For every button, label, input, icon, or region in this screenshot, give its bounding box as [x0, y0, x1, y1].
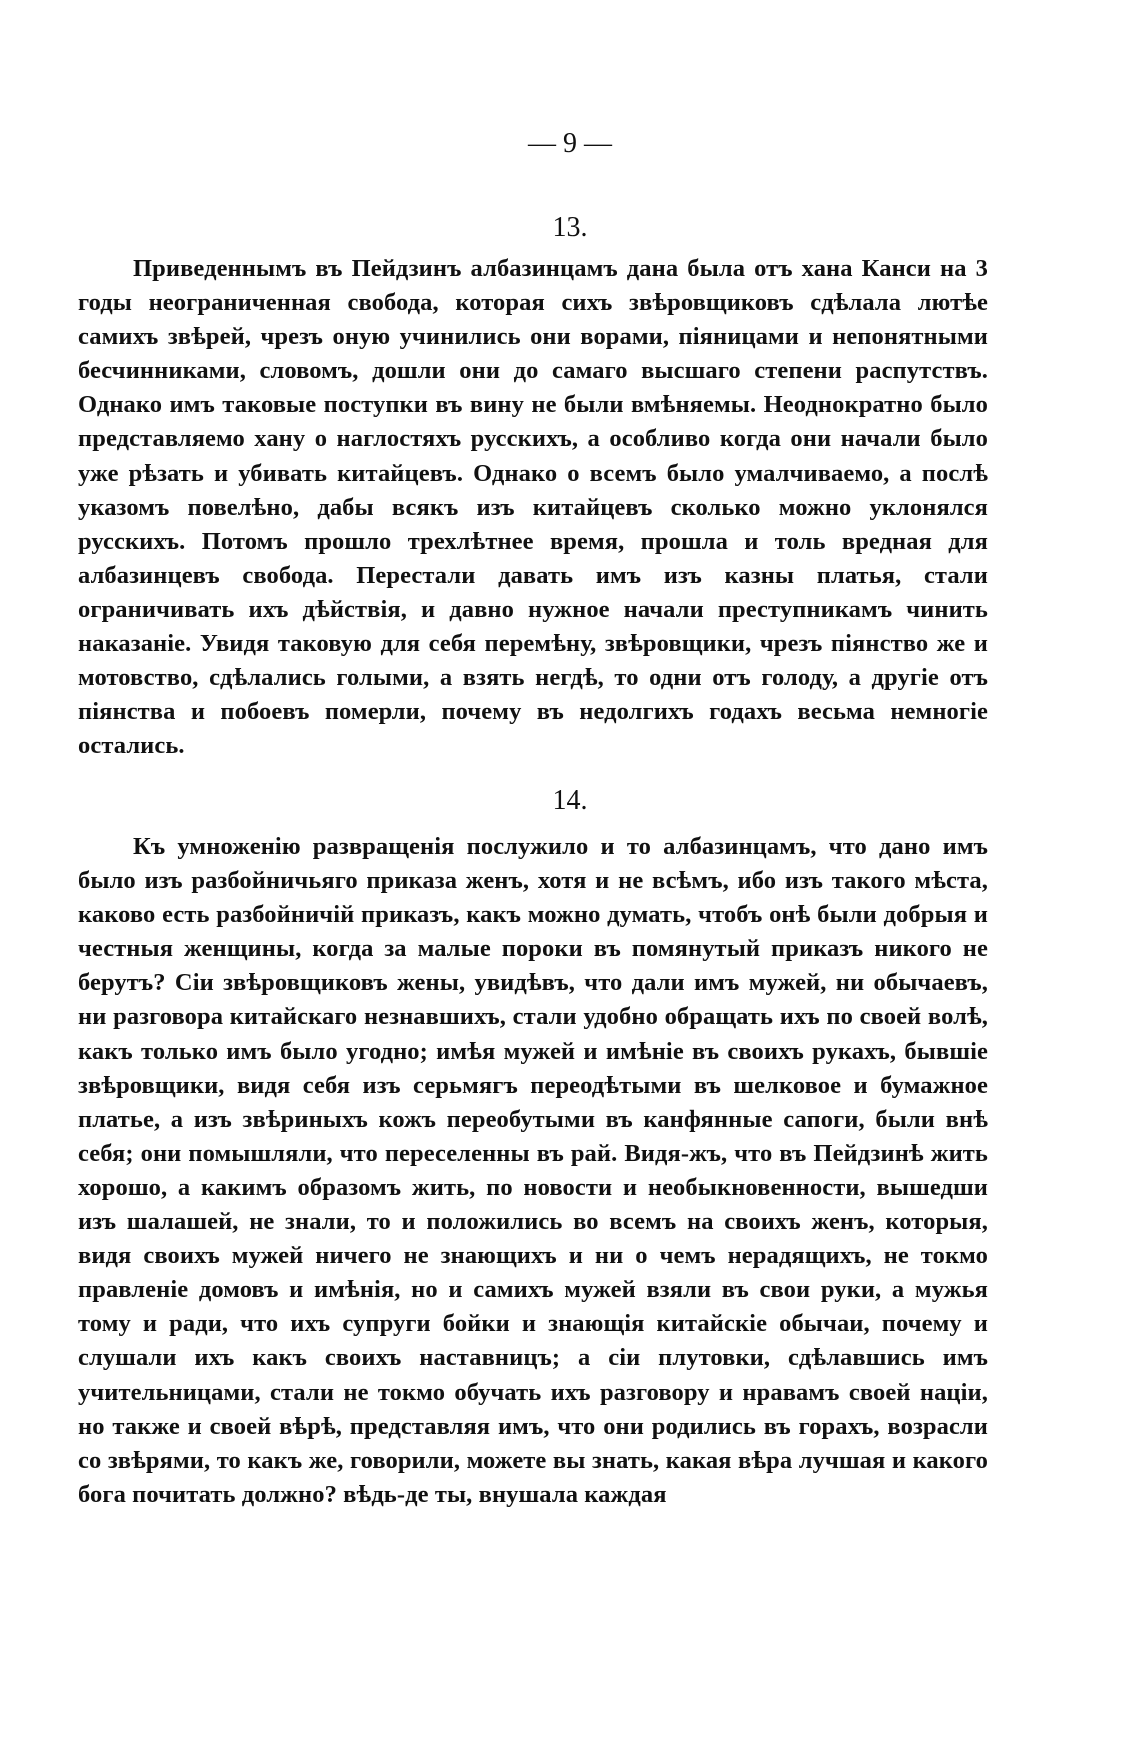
page-number: — 9 —: [528, 128, 612, 159]
section-heading-13: 13.: [552, 212, 588, 243]
section-heading-14: 14.: [552, 785, 588, 816]
section-paragraph-13: Приведеннымъ въ Пейдзинъ албазинцамъ дана была отъ хана Канси на 3 годы неограниченная свобода, которая сихъ звѣровщиковъ сдѣлала лютѣе самихъ звѣрей, чрезъ оную учинились они ворами, піяницами и непонятными бесчинниками, словомъ, дошли они до самаго высшаго степени распутствъ. Однако имъ таковые поступки въ вину не были вмѣняемы. Неоднократно было представляемо хану о наглостяхъ русскихъ, а особливо когда они начали было уже рѣзать и убивать китайцевъ. Однако о всемъ было умалчиваемо, а послѣ указомъ повелѣно, дабы всякъ изъ китайцевъ сколько можно уклонялся русскихъ. Потомъ прошло трехлѣтнее время, прошла и толь вредная для албазинцевъ свобода. Перестали давать имъ изъ казны платья, стали ограничивать ихъ дѣйствія, и давно нужное начали преступникамъ чинить наказаніе. Увидя таковую для себя перемѣну, звѣровщики, чрезъ піянство же и мотовство, сдѣлались голыми, а взять негдѣ, то одни отъ голоду, а другіе отъ піянства и побоевъ померли, почему въ недолгихъ годахъ весьма немногіе остались.: [78, 255, 988, 760]
section-paragraph-14: Къ умноженію развращенія послужило и то албазинцамъ, что дано имъ было изъ разбойничьяго приказа женъ, хотя и не всѣмъ, ибо изъ такого мѣста, каково есть разбойничій приказъ, какъ можно думать, чтобъ онѣ были добрыя и честныя женщины, когда за малые пороки въ помянутый приказъ никого не берутъ? Сіи звѣровщиковъ жены, увидѣвъ, что дали имъ мужей, ни обычаевъ, ни разговора китайскаго незнавшихъ, стали удобно обращать ихъ по своей волѣ, какъ только имъ было угодно; имѣя мужей и имѣніе въ своихъ рукахъ, бывшіе звѣровщики, видя себя изъ серьмягъ переодѣтыми въ шелковое и бумажное платье, а изъ звѣриныхъ кожъ переобутыми въ канфянные сапоги, были внѣ себя; они помышляли, что переселенны въ рай. Видя-жъ, что въ Пейдзинѣ жить хорошо, а какимъ образомъ жить, по новости и необыкновенности, вышедши изъ шалашей, не знали, то и положились во всемъ на своихъ женъ, которыя, видя своихъ мужей ничего не знающихъ и ни о чемъ нерадящихъ, не токмо правленіе домовъ и имѣнія, но и самихъ мужей взяли въ свои руки, а мужья тому и ради, что ихъ супруги бойки и знающія китайскіе обычаи, почему и слушали ихъ какъ своихъ наставницъ; а сіи плутовки, сдѣлавшись имъ учительницами, стали не токмо обучать ихъ разговору и нравамъ своей націи, но также и своей вѣрѣ, представляя имъ, что они родились въ горахъ, возрасли со звѣрями, то какъ же, говорили, можете вы знать, какая вѣра лучшая и какого бога почитать должно? вѣдь-де ты, внушала каждая: [78, 833, 988, 1508]
